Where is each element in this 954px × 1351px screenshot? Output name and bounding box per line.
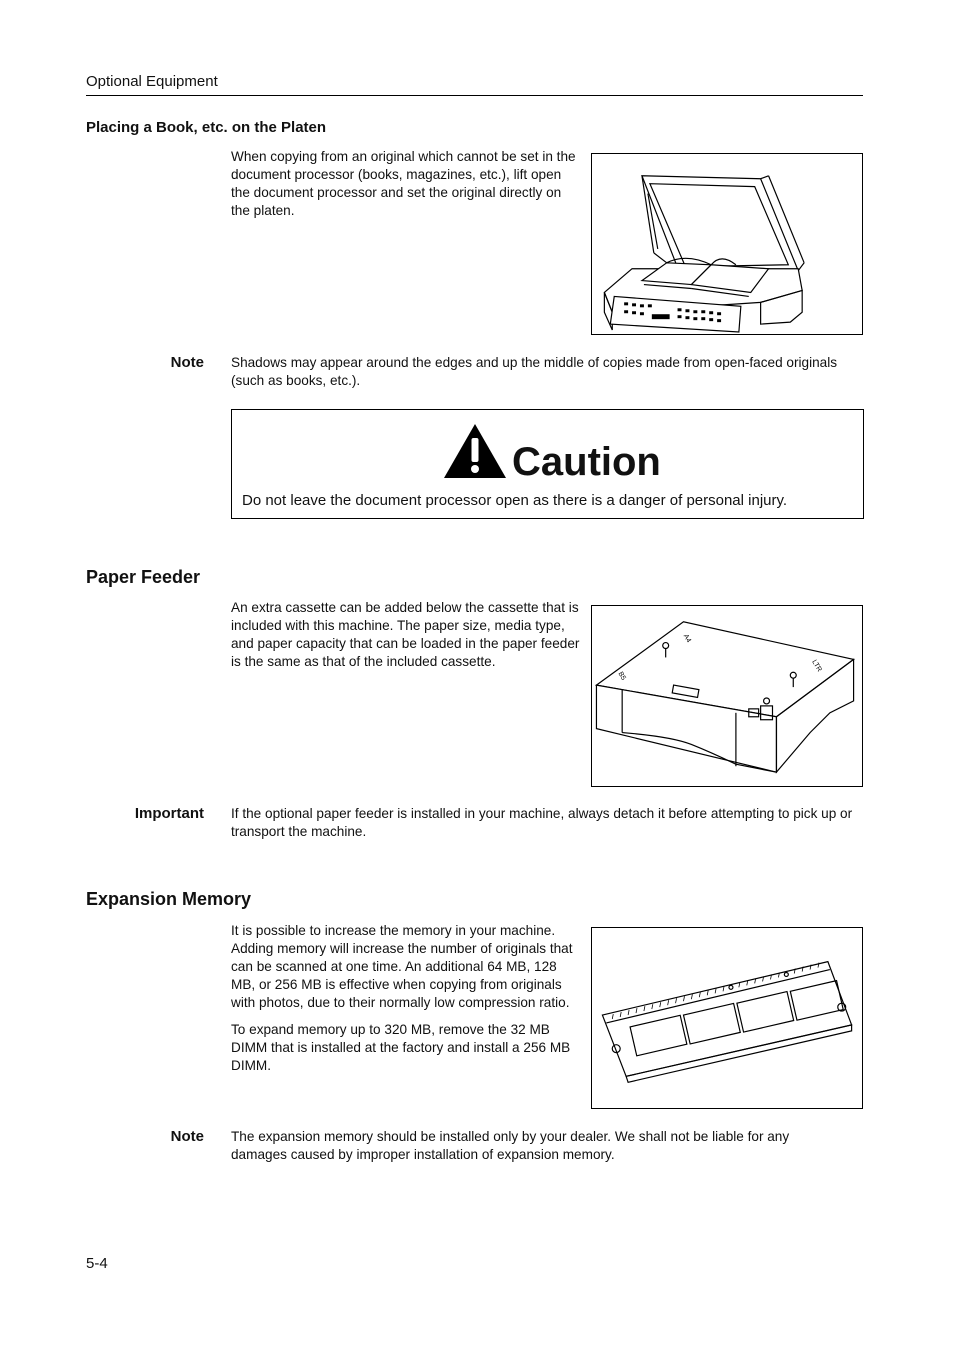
warning-triangle-icon [442, 422, 508, 480]
note-label-2: Note [170, 1128, 204, 1145]
page-number: 5-4 [86, 1255, 108, 1272]
paper-feeder-body-text: An extra cassette can be added below the cassette that is included with this machine. The paper size, media type, and paper capacity that can be loaded in the paper feeder is the same as that of the included cassette. [231, 600, 580, 669]
section-title-expansion-memory: Expansion Memory [86, 889, 252, 909]
copier-open-platen-illustration [591, 153, 863, 335]
svg-text:A4: A4 [681, 633, 693, 644]
important-text: If the optional paper feeder is installed in your machine, always detach it before attempting to pick up or transport the machine. [231, 806, 853, 839]
svg-text:LTR: LTR [810, 658, 823, 674]
expansion-memory-body [231, 922, 583, 1084]
paper-feeder-illustration [591, 605, 863, 787]
caution-text: Do not leave the document processor open as there is a danger of personal injury. [242, 492, 788, 509]
section-title-paper-feeder: Paper Feeder [86, 567, 201, 587]
expansion-memory-para2: To expand memory up to 320 MB, remove the 32 MB DIMM that is installed at the factory and install a 256 MB DIMM. [231, 1022, 571, 1073]
dimm-module-illustration [591, 927, 863, 1109]
note-text: Shadows may appear around the edges and up the middle of copies made from open-faced originals (such as books, etc.). [231, 355, 838, 388]
svg-text:B5: B5 [616, 670, 627, 682]
expansion-memory-para1: It is possible to increase the memory in your machine. Adding memory will increase the number of originals that can be scanned at one time. An additional 64 MB, 128 MB, or 256 MB is effective when copying from originals with photos, due to their normally low compression ratio. [231, 923, 573, 1010]
book-body-text: When copying from an original which cannot be set in the document processor (books, magazines, etc.), lift open the document processor and set the original directly on the platen. [231, 149, 576, 218]
note-text-2: The expansion memory should be installed only by your dealer. We shall not be liable for any damages caused by improper installation of expansion memory. [231, 1129, 790, 1162]
note-label: Note [170, 354, 204, 371]
important-label: Important [134, 805, 204, 822]
section-heading-book: Placing a Book, etc. on the Platen [86, 119, 327, 136]
header-rule [86, 95, 863, 96]
caution-box [231, 409, 864, 519]
caution-title: Caution [512, 440, 661, 484]
running-header: Optional Equipment [86, 73, 218, 90]
